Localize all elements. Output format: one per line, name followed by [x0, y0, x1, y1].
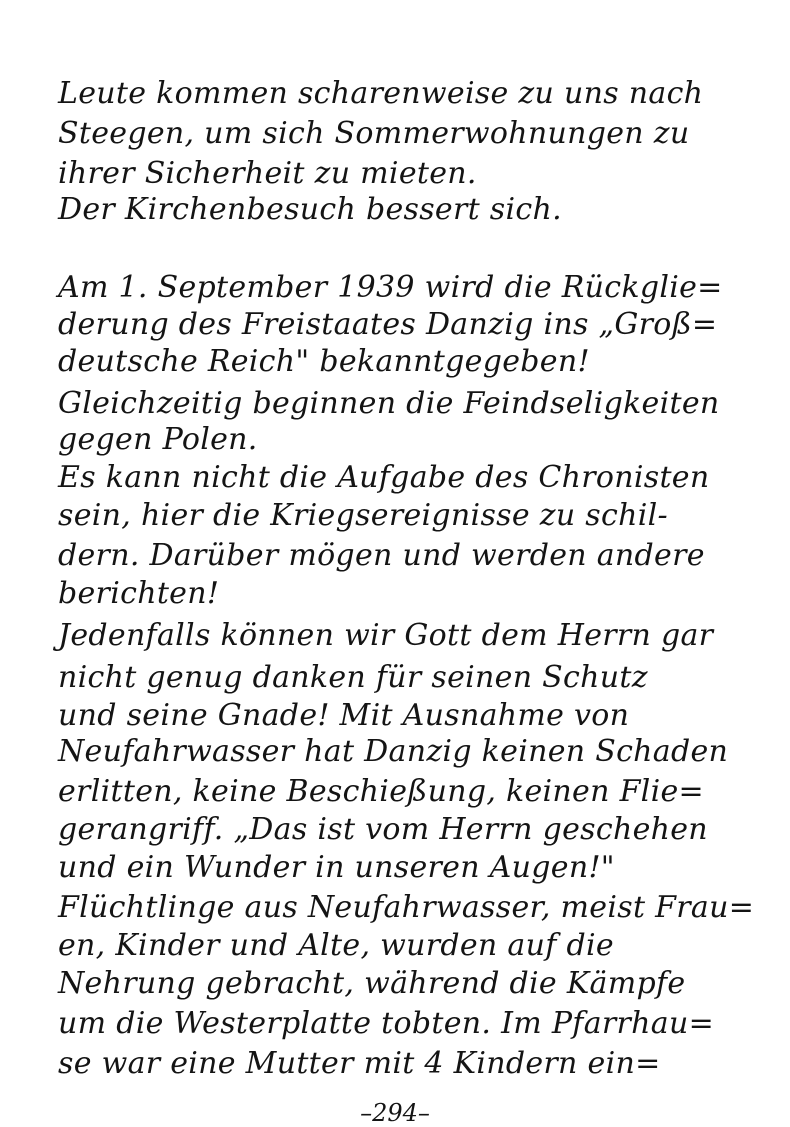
text-line: derung des Freistaates Danzig ins „Groß=	[58, 307, 718, 342]
text-line: Neufahrwasser hat Danzig keinen Schaden	[58, 734, 729, 769]
text-line: sein, hier die Kriegsereignisse zu schil-	[58, 498, 668, 533]
text-line: erlitten, keine Beschießung, keinen Flie=	[58, 774, 704, 809]
text-line: gegen Polen.	[58, 422, 258, 457]
text-line: deutsche Reich" bekanntgegeben!	[58, 344, 590, 379]
text-line: nicht genug danken für seinen Schutz	[58, 660, 648, 695]
text-line: Es kann nicht die Aufgabe des Chronisten	[58, 460, 710, 495]
text-line: Flüchtlinge aus Neufahrwasser, meist Frau=	[58, 890, 755, 925]
text-line: um die Westerplatte tobten. Im Pfarrhau=	[58, 1006, 715, 1041]
text-line: Am 1. September 1939 wird die Rückglie=	[58, 270, 723, 305]
text-line: Jedenfalls können wir Gott dem Herrn gar	[58, 618, 714, 653]
text-line: gerangriff. „Das ist vom Herrn geschehen	[58, 812, 708, 847]
text-line: Der Kirchenbesuch bessert sich.	[58, 192, 562, 227]
text-line: Leute kommen scharenweise zu uns nach	[58, 76, 704, 111]
text-line: ihrer Sicherheit zu mieten.	[58, 156, 477, 191]
text-line: en, Kinder und Alte, wurden auf die	[58, 928, 614, 963]
page-number: –294–	[360, 1099, 430, 1127]
text-line: se war eine Mutter mit 4 Kindern ein=	[58, 1046, 661, 1081]
text-line: und ein Wunder in unseren Augen!"	[58, 850, 615, 885]
text-line: dern. Darüber mögen und werden andere	[58, 538, 705, 573]
text-line: Nehrung gebracht, während die Kämpfe	[58, 966, 686, 1001]
text-line: und seine Gnade! Mit Ausnahme von	[58, 698, 630, 733]
text-line: Gleichzeitig beginnen die Feindseligkeiten	[58, 386, 720, 421]
text-line: berichten!	[58, 576, 220, 611]
text-line: Steegen, um sich Sommerwohnungen zu	[58, 116, 690, 151]
